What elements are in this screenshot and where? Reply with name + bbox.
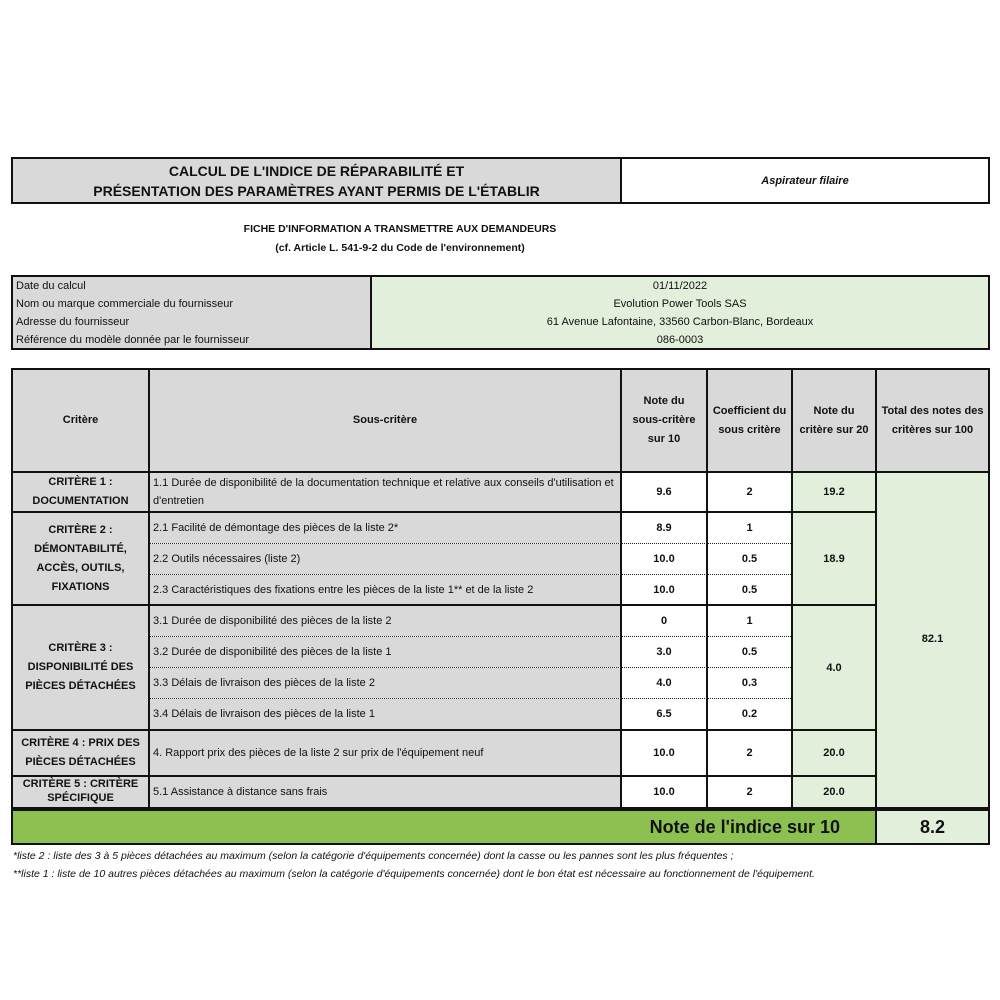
info-label: Référence du modèle donnée par le fournisseur [13,331,372,348]
grid-line [150,698,791,699]
grid-line [13,729,875,731]
sub-criterion-coef: 0.3 [708,668,791,698]
sub-criterion-label: 4. Rapport prix des pièces de la liste 2 sur prix de l'équipement neuf [150,731,620,775]
grid-line [150,667,791,668]
grid-line [150,543,791,544]
sub-criterion-coef: 1 [708,513,791,543]
sub-criterion-note: 9.6 [622,473,706,511]
grid-line [148,370,150,807]
criterion-1-score: 19.2 [793,473,875,511]
sub-criterion-coef: 2 [708,473,791,511]
info-value: 086-0003 [372,331,988,348]
footnote-liste-1: **liste 1 : liste de 10 autres pièces détachées au maximum (selon la catégorie d'équipements concernée) dont le bon état est nécessaire au fonctionnement de l'équipement. [13,868,815,880]
sub-criterion-label: 2.1 Facilité de démontage des pièces de la liste 2* [150,513,620,543]
sub-criterion-coef: 1 [708,606,791,636]
title-line-1: CALCUL DE L'INDICE DE RÉPARABILITÉ ET [168,162,465,179]
criterion-3-label: CRITÈRE 3 : DISPONIBILITÉ DES PIÈCES DÉTACHÉES [13,606,148,729]
criterion-1-label: CRITÈRE 1 : DOCUMENTATION [13,473,148,511]
sub-criterion-coef: 2 [708,731,791,775]
grid-line [13,511,875,513]
info-value: 61 Avenue Lafontaine, 33560 Carbon-Blanc, Bordeaux [372,313,988,331]
sub-criterion-note: 6.5 [622,699,706,729]
criterion-4-score: 20.0 [793,731,875,775]
sub-criterion-label: 1.1 Durée de disponibilité de la documentation technique et relative aux conseils d'utilisation et d'entretien [150,473,620,511]
criterion-2-score: 18.9 [793,513,875,604]
criterion-5-label: CRITÈRE 5 : CRITÈRE SPÉCIFIQUE [13,777,148,807]
sub-criterion-note: 10.0 [622,575,706,604]
sub-criterion-note: 0 [622,606,706,636]
info-row [13,331,988,348]
info-value: 01/11/2022 [372,277,988,295]
product-type: Aspirateur filaire [620,157,990,204]
sub-criterion-note: 10.0 [622,544,706,574]
sub-criterion-note: 3.0 [622,637,706,667]
index-value: 8.2 [875,809,990,845]
document-title [11,157,620,204]
grid-line [150,574,791,575]
footnote-liste-2: *liste 2 : liste des 3 à 5 pièces détachées au maximum (selon la catégorie d'équipements concernée) dont la casse ou les pannes sont les plus fréquentes ; [13,850,734,862]
grid-line [13,775,875,777]
criterion-3-score: 4.0 [793,606,875,729]
sub-criterion-coef: 0.5 [708,575,791,604]
grid-line [706,370,708,807]
criterion-5-score: 20.0 [793,777,875,807]
info-value: Evolution Power Tools SAS [372,295,988,313]
sub-criterion-label: 5.1 Assistance à distance sans frais [150,777,620,807]
header-note-critere: Note du critère sur 20 [793,370,875,471]
grid-line [13,604,875,606]
header-note-sous-critere: Note du sous-critère sur 10 [622,370,706,471]
info-label: Adresse du fournisseur [13,313,372,331]
info-label: Date du calcul [13,277,372,295]
title-line-2: PRÉSENTATION DES PARAMÈTRES AYANT PERMIS DE L'ÉTABLIR [93,182,540,199]
sub-criterion-note: 10.0 [622,731,706,775]
total-score: 82.1 [877,473,988,807]
sub-criterion-coef: 0.5 [708,637,791,667]
header-critere: Critère [13,370,148,471]
sub-criterion-label: 3.1 Durée de disponibilité des pièces de la liste 2 [150,606,620,636]
grid-line [875,370,877,807]
index-label: Note de l'indice sur 10 [11,809,875,845]
info-row [13,277,988,296]
grid-line [791,370,793,807]
fiche-line-1: FICHE D'INFORMATION A TRANSMETTRE AUX DEMANDEURS [243,223,557,235]
sub-criterion-label: 2.2 Outils nécessaires (liste 2) [150,544,620,574]
sub-criterion-label: 2.3 Caractéristiques des fixations entre les pièces de la liste 1** et de la liste 2 [150,575,620,604]
sub-criterion-label: 3.2 Durée de disponibilité des pièces de la liste 1 [150,637,620,667]
sub-criterion-note: 4.0 [622,668,706,698]
sub-criterion-note: 10.0 [622,777,706,807]
header-total: Total des notes des critères sur 100 [877,370,988,471]
grid-line [620,370,622,807]
sub-criterion-note: 8.9 [622,513,706,543]
sub-criterion-label: 3.3 Délais de livraison des pièces de la liste 2 [150,668,620,698]
sub-criterion-coef: 0.5 [708,544,791,574]
sub-criterion-coef: 0.2 [708,699,791,729]
header-coefficient: Coefficient du sous critère [708,370,791,471]
criterion-4-label: CRITÈRE 4 : PRIX DES PIÈCES DÉTACHÉES [13,731,148,775]
fiche-heading [130,220,670,258]
info-row [13,313,988,332]
header-sous-critere: Sous-critère [150,370,620,471]
grid-line [150,636,791,637]
criterion-2-label: CRITÈRE 2 : DÉMONTABILITÉ, ACCÈS, OUTILS, FIXATIONS [13,513,148,604]
supplier-info-table [11,275,990,350]
info-row [13,295,988,314]
repairability-table [11,368,990,809]
sub-criterion-label: 3.4 Délais de livraison des pièces de la liste 1 [150,699,620,729]
info-label: Nom ou marque commerciale du fournisseur [13,295,372,313]
fiche-line-2: (cf. Article L. 541-9-2 du Code de l'environnement) [275,242,525,254]
sub-criterion-coef: 2 [708,777,791,807]
grid-line [13,471,988,473]
